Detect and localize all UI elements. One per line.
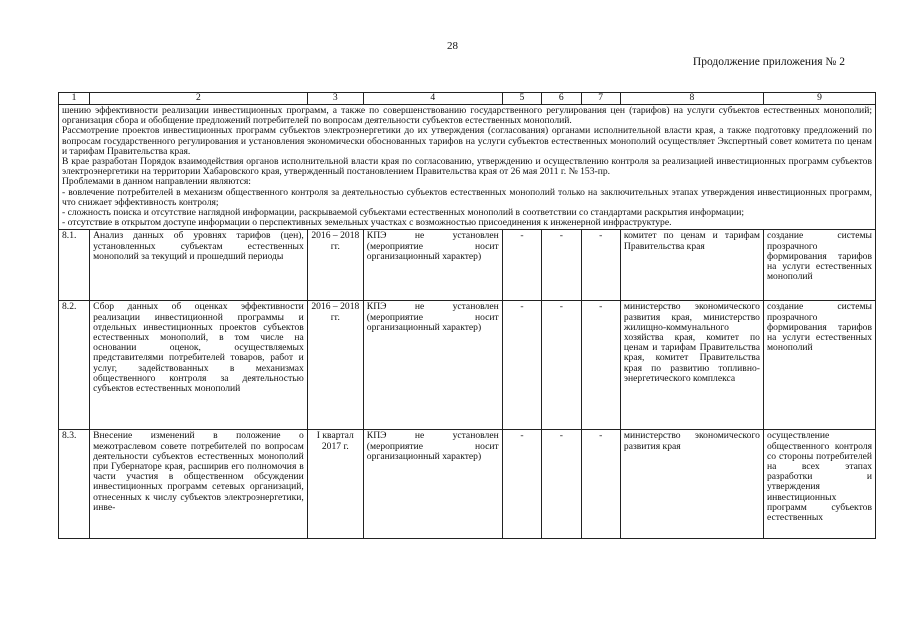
table-row (59, 230, 876, 301)
intro-paragraph: Проблемами в данном направлении являются: (62, 176, 251, 188)
intro-text-cell (59, 105, 876, 230)
column-number: 3 (307, 93, 363, 105)
table-row (59, 301, 876, 430)
cell-col6: - (542, 230, 581, 301)
measure-responsible: министерство экономического развития края, министерство жилищно-коммунального хозяйства края, комитет по ценам и тарифам Правительства края, комитет Правительства края по развитию топливно-энергетического комплекса (620, 301, 763, 430)
column-number: 5 (502, 93, 541, 105)
row-number: 8.3. (59, 430, 90, 539)
intro-paragraph: - сложность поиска и отсутствие наглядной информации, раскрываемой субъектами естественных монополий в соответствии со стандартами раскрытия информации; (62, 207, 745, 219)
cell-col5: - (502, 301, 541, 430)
measure-name: Сбор данных об оценках эффективности реализации инвестиционной программы и отдельных инвестиционных проектов субъектов естественных монополий, в том числе на основании оценок, осуществляемых представителями потребителей товаров, работ и услуг, задействованных в механизмах общественного контроля за деятельностью субъектов естественных монополий (90, 301, 308, 430)
cell-col5: - (502, 430, 541, 539)
cell-col7: - (581, 301, 620, 430)
measure-result: осуществление общественного контроля со стороны потребителей на всех этапах разработки и утверждения инвестиционных программ субъектов естественных (763, 430, 875, 539)
intro-paragraph: шению эффективности реализации инвестиционных программ, а также по совершенствованию государственного регулирования цен (тарифов) на услуги субъектов естественных монополий; организация сбора и обобщение предложений потребителей по вопросам деятельности субъектов естественных монополий. (62, 105, 872, 127)
cell-col6: - (542, 301, 581, 430)
intro-paragraph: В крае разработан Порядок взаимодействия органов исполнительной власти края по согласованию, утверждению и осуществлению контроля за реализацией инвестиционных программ субъектов электроэнергетики на территории Хабаровского края, утвержденный постановлением Правительства края от 26 мая 2011 г. № 153-пр. (62, 156, 872, 178)
intro-paragraph: Рассмотрение проектов инвестиционных программ субъектов электроэнергетики до их утверждения (согласования) органами исполнительной власти края, а также подготовку предложений по вопросам государственного регулирования и установления экономически обоснованных тарифов на услуги субъектов естественных монополий осуществляет Экспертный совет комитета по ценам и тарифам Правительства края. (62, 125, 872, 157)
table-row (59, 430, 876, 539)
column-number: 9 (763, 93, 875, 105)
column-number: 1 (59, 93, 90, 105)
measure-period: 2016 – 2018 гг. (307, 230, 363, 301)
measure-name: Анализ данных об уровнях тарифов (цен), установленных субъектам естественных монополий за текущий и прошедший периоды (90, 230, 308, 301)
column-number: 8 (620, 93, 763, 105)
measure-result: создание системы прозрачного формирования тарифов на услуги естественных монополий (763, 301, 875, 430)
column-numbers-row (59, 93, 876, 105)
column-number: 2 (90, 93, 308, 105)
intro-paragraph: - отсутствие в открытом доступе информации о перспективных земельных участках с возможностью присоединения к инженерной инфраструктуре. (62, 217, 672, 229)
measure-name: Внесение изменений в положение о межотраслевом совете потребителей по вопросам деятельности субъектов естественных монополий при Губернаторе края, расширив его полномочия в части участия в общественном обсуждении инвестиционных программ сетевых организаций, отнесенных к числу субъектов электроэнергетики, инве- (90, 430, 308, 539)
measures-table (58, 92, 876, 539)
measure-result: создание системы прозрачного формирования тарифов на услуги естественных монополий (763, 230, 875, 301)
measure-kpe: КПЭ не установлен (мероприятие носит организационный характер) (363, 301, 502, 430)
cell-col7: - (581, 230, 620, 301)
row-number: 8.2. (59, 301, 90, 430)
measure-period: 2016 – 2018 гг. (307, 301, 363, 430)
cell-col5: - (502, 230, 541, 301)
measure-kpe: КПЭ не установлен (мероприятие носит организационный характер) (363, 230, 502, 301)
intro-paragraph: - вовлечение потребителей в механизм общественного контроля за деятельностью субъектов естественных монополий только на заключительных этапах утверждения инвестиционных программ, что снижает эффективность контроля; (62, 186, 872, 208)
appendix-caption: Продолжение приложения № 2 (692, 56, 845, 68)
row-number: 8.1. (59, 230, 90, 301)
cell-col6: - (542, 430, 581, 539)
intro-row (59, 105, 876, 230)
column-number: 4 (363, 93, 502, 105)
measure-responsible: министерство экономического развития края (620, 430, 763, 539)
page-number: 28 (447, 40, 458, 52)
measure-responsible: комитет по ценам и тарифам Правительства края (620, 230, 763, 301)
measure-period: I квартал 2017 г. (307, 430, 363, 539)
cell-col7: - (581, 430, 620, 539)
measure-kpe: КПЭ не установлен (мероприятие носит организационный характер) (363, 430, 502, 539)
column-number: 7 (581, 93, 620, 105)
column-number: 6 (542, 93, 581, 105)
